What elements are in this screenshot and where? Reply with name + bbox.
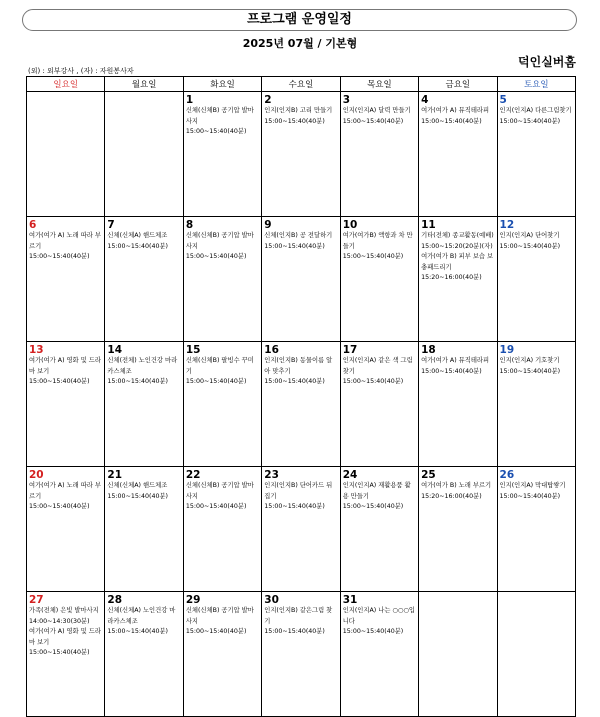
program-entry: 가족(전체) 은빛 발마사지 [29,607,99,614]
calendar-day-cell [27,592,105,717]
program-time: 15:00~15:40(40분) [499,117,561,125]
day-number: 5 [499,94,507,106]
program-time: 15:20~16:00(40분) [421,492,482,500]
program-time: 15:00~15:40(40분) [421,117,482,125]
calendar-day-cell [183,592,261,717]
program-entry: 기타(전체) 종교활동(예배) [421,232,494,239]
calendar-day-cell [105,467,183,592]
calendar-day-cell [262,217,340,342]
day-number: 22 [185,469,201,481]
day-number: 30 [264,594,279,606]
day-number: 21 [107,469,123,481]
program-entry: 인지(인지A) 나는 ○○○입니다 [342,607,415,625]
week-row [27,217,576,342]
calendar-day-cell [183,92,261,217]
day-number: 4 [421,94,429,106]
calendar-day-cell [497,467,575,592]
program-time: 15:00~15:40(40분) [264,628,325,635]
calendar-day-cell [262,92,340,217]
calendar-day-cell [419,592,497,717]
program-entry: 인지(인지B) 단어카드 뒤집기 [264,482,333,500]
calendar-day-cell [27,467,105,592]
weekday-header-row [27,77,576,92]
program-time: 15:00~15:40(40분) [264,242,325,250]
day-number: 3 [342,94,350,106]
calendar-day-cell [419,92,497,217]
day-number: 16 [264,344,279,356]
program-time: 15:00~15:40(40분) [29,503,90,510]
program-entry: 신체(신체A) 핸드체조 [107,482,168,489]
day-number: 27 [29,594,44,606]
calendar-day-cell [27,92,105,217]
program-time: 15:00~15:40(40분) [421,367,482,375]
day-number: 8 [185,219,194,231]
weekday-header-mon: 월요일 [105,77,183,92]
program-entry: 신체(신체B) 공기압 발마사지 [185,482,254,500]
weekday-header-thu: 목요일 [340,77,418,92]
program-time: 15:00~15:40(40분) [499,367,561,375]
page-title: 프로그램 운영일정 [22,9,577,31]
program-entry: 여가(여가 A) 뮤직테라피 [421,107,490,114]
day-number: 1 [185,94,194,106]
program-time: 15:00~15:40(40분) [342,628,404,635]
weekday-header-sun: 일요일 [27,77,105,92]
calendar-day-cell [262,592,340,717]
calendar-day-cell [419,217,497,342]
calendar-day-cell [419,342,497,467]
day-number: 2 [264,94,272,106]
program-entry: 여가(여가 A) 노래 따라 부르기 [29,482,101,500]
day-number: 31 [342,594,358,606]
day-number: 19 [499,344,515,356]
program-time: 15:00~15:40(40분) [342,253,404,260]
program-time: 15:00~15:40(40분) [264,503,325,510]
program-entry: 인지(인지A) 같은 색 그림찾기 [342,357,413,375]
day-number: 24 [342,469,358,481]
program-entry: 인지(인지A) 기호찾기 [499,357,560,364]
legend-text: (외) : 외부강사 , (자) : 자원봉사자 [28,67,134,75]
program-entry: 신체(신체B) 공기압 발마사지 [185,607,254,625]
program-time: 15:00~15:40(40분) [185,628,247,635]
program-entry: 여가(여가 A) 영화 및 드라마 보기 [29,357,101,375]
day-number: 9 [264,219,272,231]
program-entry: 신체(전체) 노인건강 마라카스체조 [107,357,178,375]
calendar-day-cell [105,592,183,717]
program-entry: 인지(인지A) 재활용품 활용 만들기 [342,482,411,500]
program-entry: 여가(여가 A) 노래 따라 부르기 [29,232,101,250]
day-number: 10 [342,219,358,231]
weekday-header-tue: 화요일 [183,77,261,92]
day-number: 7 [107,219,115,231]
program-time: 15:00~15:40(40분) [342,378,404,385]
calendar-day-cell [497,342,575,467]
program-entry: 신체(인지B) 공 전달하기 [264,232,333,239]
program-time: 15:00~15:40(40분) [185,503,247,510]
calendar-day-cell [497,217,575,342]
calendar-day-cell [262,342,340,467]
program-entry: 인지(인지B) 고리 만들기 [264,107,333,114]
calendar-day-cell [105,217,183,342]
program-entry: 인지(인지A) 단어찾기 [499,232,560,239]
day-number: 15 [185,344,201,356]
program-time: 15:00~15:40(40분) [264,378,325,385]
calendar-day-cell [27,217,105,342]
program-entry: 여가(여가B) 액항과 차 만들기 [342,232,413,250]
program-entry: 여가(여가 A) 뮤직테라피 [421,357,490,364]
calendar-day-cell [419,467,497,592]
day-number: 26 [499,469,515,481]
weekday-header-fri: 금요일 [419,77,497,92]
program-time: 15:00~15:40(40분) [342,503,404,510]
program-time: 15:00~15:40(40분) [107,242,168,250]
day-number: 28 [107,594,123,606]
calendar-table [26,76,576,717]
day-number: 18 [421,344,436,356]
week-row [27,92,576,217]
program-entry: 신체(신체B) 팔빙수 꾸미기 [185,357,254,375]
program-entry: 여가(여가 A) 영화 및 드라마 보기 [29,628,101,646]
program-time: 15:00~15:40(40분) [107,378,168,385]
program-time: 15:00~15:40(40분) [499,492,561,500]
day-number: 14 [107,344,123,356]
program-time: 15:00~15:40(40분) [264,117,325,125]
program-time: 15:00~15:40(40분) [185,128,247,135]
program-time: 15:00~15:40(40분) [29,378,90,385]
program-entry: 신체(신체A) 핸드체조 [107,232,168,239]
week-row [27,467,576,592]
program-time: 15:00~15:40(40분) [185,378,247,385]
organization-name: 덕인실버홈 [518,55,576,69]
day-number: 11 [421,219,436,231]
program-time: 15:00~15:40(40분) [29,253,90,260]
program-time: 15:00~15:40(40분) [107,628,168,635]
calendar-day-cell [497,92,575,217]
calendar-day-cell [105,92,183,217]
program-entry: 신체(신체B) 공기압 발마사지 [185,232,254,250]
calendar-day-cell [340,592,418,717]
program-entry: 인지(인지A) 막대탑쌓기 [499,482,566,489]
day-number: 25 [421,469,436,481]
day-number: 13 [29,344,44,356]
calendar-day-cell [105,342,183,467]
program-entry: 신체(신체B) 공기압 발마사지 [185,107,254,125]
program-entry: 여가(여가 B) 노래 부르기 [421,482,492,489]
calendar-day-cell [497,592,575,717]
day-number: 6 [29,219,37,231]
calendar-day-cell [340,342,418,467]
program-entry: 인지(인지B) 같은그림 찾기 [264,607,333,625]
calendar-day-cell [183,467,261,592]
program-time: 15:00~15:40(40분) [107,492,168,500]
schedule-subtitle: 2025년 07월 / 기본형 [242,37,358,50]
program-entry: 신체(신체A) 노인건강 마라카스체조 [107,607,176,625]
program-time: 15:20~16:00(40분) [421,274,482,281]
calendar-day-cell [340,467,418,592]
program-time: 15:00~15:40(40분) [185,253,247,260]
weekday-header-wed: 수요일 [262,77,340,92]
weekday-header-sat: 토요일 [497,77,575,92]
program-entry: 인지(인지A) 다른그림찾기 [499,107,572,114]
program-entry: 인지(인지B) 동물이름 알아 맞추기 [264,357,333,375]
day-number: 12 [499,219,515,231]
calendar-day-cell [183,342,261,467]
day-number: 20 [29,469,44,481]
calendar-day-cell [340,217,418,342]
day-number: 23 [264,469,279,481]
program-entry: 여가(여가 B) 피부 보습 보충패드리기 [421,253,494,271]
program-time: 14:00~14:30(30분) [29,617,90,625]
calendar-day-cell [183,217,261,342]
day-number: 17 [342,344,358,356]
calendar-day-cell [340,92,418,217]
week-row [27,342,576,467]
program-time: 15:00~15:40(40분) [29,649,90,656]
calendar-day-cell [262,467,340,592]
program-time: 15:00~15:20(20분)(자) [421,242,493,250]
program-time: 15:00~15:40(40분) [342,117,404,125]
day-number: 29 [185,594,201,606]
week-row [27,592,576,717]
calendar-day-cell [27,342,105,467]
program-entry: 인지(인지A) 달력 만들기 [342,107,411,114]
program-time: 15:00~15:40(40분) [499,242,561,250]
